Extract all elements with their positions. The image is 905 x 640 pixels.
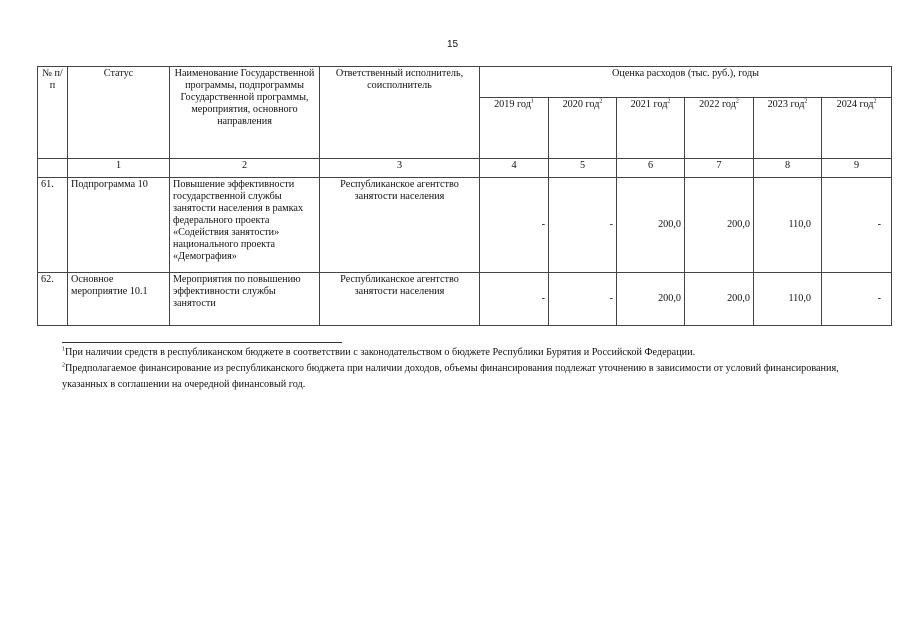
- header-year: 2023 год$^2$: [754, 98, 822, 159]
- header-name: Наименование Государственной программы, подпрограммы Государственной программы, мероприятия, основного направления: [170, 67, 320, 159]
- row-value: -: [480, 273, 549, 326]
- column-number: 7: [685, 159, 754, 178]
- row-status: Подпрограмма 10: [68, 178, 170, 273]
- column-numbers-row: [38, 159, 892, 178]
- row-value: -: [480, 178, 549, 273]
- column-number: 9: [822, 159, 892, 178]
- column-number: 3: [320, 159, 480, 178]
- column-number: 2: [170, 159, 320, 178]
- column-number: [38, 159, 68, 178]
- header-year: 2021 год$^2$: [617, 98, 685, 159]
- header-year: 2022 год$^2$: [685, 98, 754, 159]
- footnote-divider: [62, 342, 342, 343]
- row-value: -: [549, 273, 617, 326]
- table-row: [38, 178, 892, 273]
- row-value: 200,0: [685, 273, 754, 326]
- header-year: 2024 год$^2$: [822, 98, 892, 159]
- footnote-2: $^2$Предполагаемое финансирование из республиканского бюджета при наличии доходов, объемы финансирования подлежат уточнению в зависимости от условий финансирования, указанных в соглашении на очередной финансовый год.: [62, 362, 839, 390]
- row-executor: Республиканское агентство занятости населения: [320, 178, 480, 273]
- row-num: 61.: [38, 178, 68, 273]
- page-number: 15: [446, 39, 459, 50]
- header-costs: Оценка расходов (тыс. руб.), годы: [480, 67, 892, 98]
- header-year: 2019 год$^1$: [480, 98, 549, 159]
- table-row: [38, 273, 892, 326]
- budget-table: [37, 66, 892, 326]
- header-executor: Ответственный исполнитель, соисполнитель: [320, 67, 480, 159]
- column-number: 6: [617, 159, 685, 178]
- row-value: 110,0: [754, 178, 822, 273]
- row-status: Основное мероприятие 10.1: [68, 273, 170, 326]
- column-number: 4: [480, 159, 549, 178]
- row-value: 200,0: [617, 273, 685, 326]
- footnote-1: $^1$При наличии средств в республиканском бюджете в соответствии с законодательством о бюджете Республики Бурятия и Российской Федерации.: [62, 346, 696, 358]
- header-year: 2020 год$^2$: [549, 98, 617, 159]
- header-row: [38, 67, 892, 98]
- row-value: 200,0: [685, 178, 754, 273]
- column-number: 1: [68, 159, 170, 178]
- column-number: 8: [754, 159, 822, 178]
- row-executor: Республиканское агентство занятости населения: [320, 273, 480, 326]
- header-num: № п/п: [38, 67, 68, 159]
- row-name: Мероприятия по повышению эффективности службы занятости: [170, 273, 320, 326]
- row-value: -: [549, 178, 617, 273]
- header-status: Статус: [68, 67, 170, 159]
- row-num: 62.: [38, 273, 68, 326]
- row-value: 200,0: [617, 178, 685, 273]
- row-value: -: [822, 273, 892, 326]
- row-value: -: [822, 178, 892, 273]
- row-value: 110,0: [754, 273, 822, 326]
- column-number: 5: [549, 159, 617, 178]
- row-name: Повышение эффективности государственной службы занятости населения в рамках федерального проекта «Содействия занятости» национального проекта «Демография»: [170, 178, 320, 273]
